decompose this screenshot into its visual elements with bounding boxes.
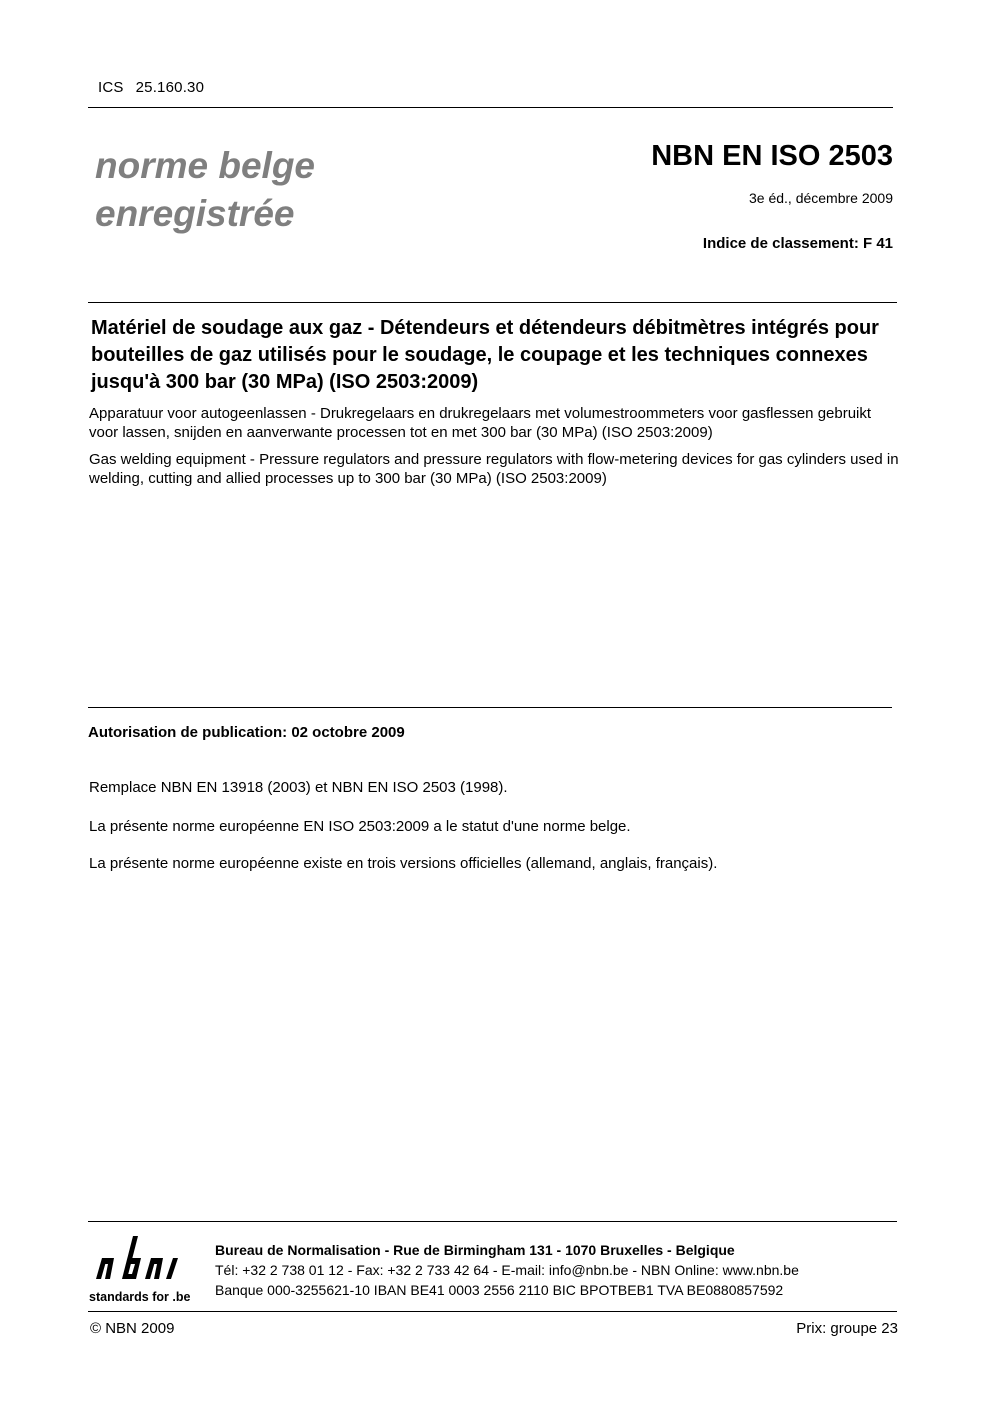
- ics-code: 25.160.30: [135, 79, 205, 96]
- norme-belge-heading: [95, 142, 315, 238]
- edition-date: 3e éd., décembre 2009: [749, 190, 893, 206]
- ics-classification: [98, 79, 204, 96]
- versions-statement: La présente norme européenne existe en trois versions officielles (allemand, anglais, français).: [89, 855, 718, 872]
- copyright: © NBN 2009: [90, 1320, 175, 1337]
- replaces-statement: Remplace NBN EN 13918 (2003) et NBN EN ISO 2503 (1998).: [89, 779, 508, 796]
- footer-contact: Tél: +32 2 738 01 12 - Fax: +32 2 733 42 64 - E-mail: info@nbn.be - NBN Online: www.nbn.be: [215, 1262, 799, 1278]
- norme-line-1: norme belge: [95, 145, 315, 186]
- logo-tagline: standards for .be: [89, 1290, 191, 1304]
- title-english: Gas welding equipment - Pressure regulators and pressure regulators with flow-metering devices for gas cylinders used in welding, cutting and allied processes up to 300 bar (30 MPa) (ISO 2503:2009): [89, 451, 899, 487]
- norme-line-2: enregistrée: [95, 193, 295, 234]
- ics-label: ICS: [98, 79, 124, 96]
- footer-bank: Banque 000-3255621-10 IBAN BE41 0003 2556 2110 BIC BPOTBEB1 TVA BE0880857592: [215, 1282, 784, 1298]
- title-french: Matériel de soudage aux gaz - Détendeurs et détendeurs débitmètres intégrés pour bouteilles de gaz utilisés pour le soudage, le coupage et les techniques connexes jusqu'à 300 bar (30 MPa) (ISO 2503:2009): [91, 317, 879, 393]
- status-statement: La présente norme européenne EN ISO 2503:2009 a le statut d'une norme belge.: [89, 818, 631, 835]
- title-rule-top: [88, 302, 897, 303]
- footer-address: Bureau de Normalisation - Rue de Birmingham 131 - 1070 Bruxelles - Belgique: [215, 1242, 735, 1258]
- bottom-rule: [88, 1311, 897, 1312]
- price-group: Prix: groupe 23: [796, 1320, 898, 1337]
- publication-authorization: Autorisation de publication: 02 octobre 2009: [88, 724, 405, 741]
- classification-index: Indice de classement: F 41: [702, 235, 893, 252]
- header-rule: [88, 107, 893, 108]
- standard-number: NBN EN ISO 2503: [651, 140, 893, 172]
- title-rule-bottom: [88, 707, 892, 708]
- nbn-logo: [88, 1234, 200, 1306]
- nbn-logo-icon: [88, 1234, 200, 1306]
- footer-rule: [88, 1221, 897, 1222]
- title-dutch: Apparatuur voor autogeenlassen - Drukregelaars en drukregelaars met volumestroommeters voor gasflessen gebruikt voor lassen, snijden en aanverwante processen tot en met 300 bar (30 MPa) (ISO 2503:2009): [89, 405, 872, 441]
